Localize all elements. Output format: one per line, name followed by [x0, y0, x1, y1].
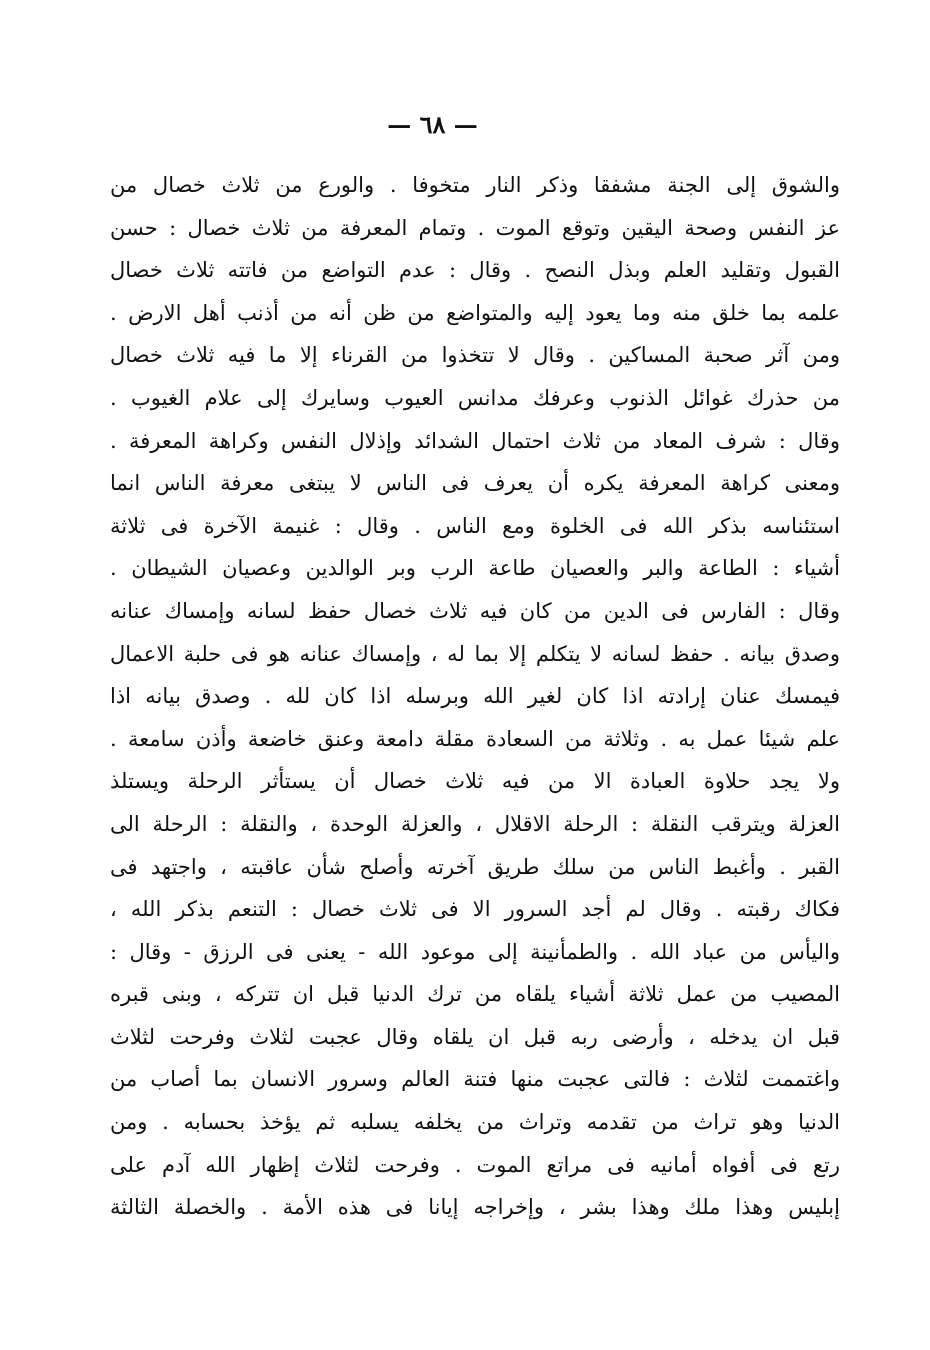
text-line: علمه بما خلق منه وما يعود إليه والمتواضع من ظن أنه من أذنب أهل الارض .: [110, 300, 840, 325]
text-line: فيمسك عنان إرادته اذا كان لغير الله وبرسله اذا كان لله . وصدق بيانه اذا: [110, 684, 840, 709]
text-line: واغتممت لثلاث : فالتى عجبت منها فتنة العالم وسرور الانسان بما أصاب من: [110, 1067, 840, 1092]
text-line: رتع فى أفواه أمانيه فى مراتع الموت . وفرحت لثلاث إظهار الله آدم على: [110, 1152, 840, 1177]
text-line: ولا يجد حلاوة العبادة الا من فيه ثلاث خصال أن يستأثر الرحلة ويستلذ: [110, 769, 840, 794]
text-line: المصيب من عمل ثلاثة أشياء يلقاه من ترك الدنيا قبل ان تتركه ، وبنى قبره: [110, 982, 840, 1007]
text-line: ومعنى كراهة المعرفة يكره أن يعرف فى الناس لا يبتغى معرفة الناس انما: [110, 471, 840, 496]
page-number: — ٦٨ —: [387, 110, 478, 139]
text-line: عز النفس وصحة اليقين وتوقع الموت . وتمام المعرفة من ثلاث خصال : حسن: [110, 215, 840, 240]
text-line: وصدق بيانه . حفظ لسانه لا يتكلم إلا بما له ، وإمساك عنانه هو فى حلبة الاعمال: [110, 641, 840, 666]
text-line: استئناسه بذكر الله فى الخلوة ومع الناس . وقال : غنيمة الآخرة فى ثلاثة: [110, 513, 840, 538]
text-line: الدنيا وهو تراث من تقدمه وتراث من يخلفه يسلبه ثم يؤخذ بحسابه . ومن: [110, 1110, 840, 1135]
text-line: والشوق إلى الجنة مشفقا وذكر النار متخوفا . والورع من ثلاث خصال من: [110, 173, 840, 197]
text-line: واليأس من عباد الله . والطمأنينة إلى موعود الله - يعنى فى الرزق - وقال :: [110, 939, 840, 964]
text-line: من حذرك غوائل الذنوب وعرفك مدانس العيوب وسايرك إلى علام الغيوب .: [110, 385, 840, 410]
body-text: [110, 164, 840, 1229]
text-line: أشياء : الطاعة والبر والعصيان طاعة الرب وبر الوالدين وعصيان الشيطان .: [110, 556, 840, 581]
text-line: القبر . وأغبط الناس من سلك طريق آخرته وأصلح شأن عاقبته ، واجتهد فى: [110, 854, 840, 879]
text-line: قبل ان يدخله ، وأرضى ربه قبل ان يلقاه وقال عجبت لثلاث وفرحت لثلاث: [110, 1024, 840, 1049]
text-line: وقال : شرف المعاد من ثلاث احتمال الشدائد وإذلال النفس وكراهة المعرفة .: [110, 428, 840, 453]
text-line: ومن آثر صحبة المساكين . وقال لا تتخذوا من القرناء إلا ما فيه ثلاث خصال: [110, 343, 840, 368]
text-line: وقال : الفارس فى الدين من كان فيه ثلاث خصال حفظ لسانه وإمساك عنانه: [110, 598, 840, 623]
text-line: فكاك رقبته . وقال لم أجد السرور الا فى ثلاث خصال : التنعم بذكر الله ،: [110, 897, 840, 922]
text-line: علم شيئا عمل به . وثلاثة من السعادة مقلة دامعة وعنق خاضعة وأذن سامعة .: [110, 726, 840, 751]
text-line: القبول وتقليد العلم وبذل النصح . وقال : عدم التواضع من فاتته ثلاث خصال: [110, 258, 840, 283]
text-line: العزلة ويترقب النقلة : الرحلة الاقلال ، والعزلة الوحدة ، والنقلة : الرحلة الى: [110, 811, 840, 836]
text-line: إبليس وهذا ملك وهذا بشر ، وإخراجه إيانا فى هذه الأمة . والخصلة الثالثة: [110, 1195, 840, 1220]
